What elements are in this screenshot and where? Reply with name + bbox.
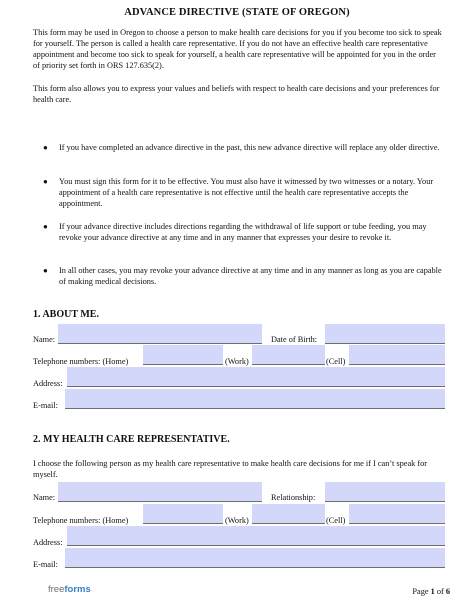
cell-label: (Cell): [326, 357, 346, 366]
freeforms-logo: freeforms: [48, 584, 91, 595]
page-number: Page 1 of 6: [412, 587, 450, 596]
name-field[interactable]: [58, 324, 262, 344]
dob-field[interactable]: [325, 324, 445, 344]
rep-work-label: (Work): [225, 516, 249, 525]
telephone-label: Telephone numbers: (Home): [33, 357, 129, 366]
dob-label: Date of Birth:: [271, 335, 318, 344]
section-representative-heading: 2. MY HEALTH CARE REPRESENTATIVE.: [33, 434, 230, 445]
bullet-icon: ●: [43, 222, 48, 231]
section-about-me-heading: 1. ABOUT ME.: [33, 309, 99, 320]
rep-address-field[interactable]: [67, 526, 445, 546]
work-phone-field[interactable]: [252, 345, 325, 365]
bullet-icon: ●: [43, 143, 48, 152]
rep-address-label: Address:: [33, 538, 63, 547]
rep-cell-label: (Cell): [326, 516, 346, 525]
document-title: ADVANCE DIRECTIVE (STATE OF OREGON): [124, 7, 350, 18]
bullet-icon: ●: [43, 177, 48, 186]
email-label: E-mail:: [33, 401, 58, 410]
rep-cell-phone-field[interactable]: [349, 504, 445, 524]
rep-name-field[interactable]: [58, 482, 262, 502]
rep-home-phone-field[interactable]: [143, 504, 223, 524]
cell-phone-field[interactable]: [349, 345, 445, 365]
intro-paragraph-2: This form also allows you to express your values and beliefs with respect to health care decisions and your preferences for health care.: [33, 84, 440, 104]
rep-name-label: Name:: [33, 493, 56, 502]
work-label: (Work): [225, 357, 249, 366]
name-label: Name:: [33, 335, 56, 344]
bullet-icon: ●: [43, 266, 48, 275]
rep-telephone-label: Telephone numbers: (Home): [33, 516, 129, 525]
relationship-field[interactable]: [325, 482, 445, 502]
email-field[interactable]: [65, 389, 445, 409]
relationship-label: Relationship:: [271, 493, 316, 502]
rep-work-phone-field[interactable]: [252, 504, 325, 524]
address-label: Address:: [33, 379, 63, 388]
rep-email-label: E-mail:: [33, 560, 58, 569]
address-field[interactable]: [67, 367, 445, 387]
rep-email-field[interactable]: [65, 548, 445, 568]
intro-paragraph-1: This form may be used in Oregon to choose a person to make health care decisions for you if you become too sick to speak for yourself. The person is called a health care representative. If you do not have an effective health care representative appointment and become too sick to speak for yourself, a health care representative will be appointed for you in the order of priority set forth in ORS 127.635(2).: [33, 28, 442, 70]
representative-intro: I choose the following person as my health care representative to make health care decisions for me if I can’t speak for myself.: [33, 459, 428, 479]
home-phone-field[interactable]: [143, 345, 223, 365]
